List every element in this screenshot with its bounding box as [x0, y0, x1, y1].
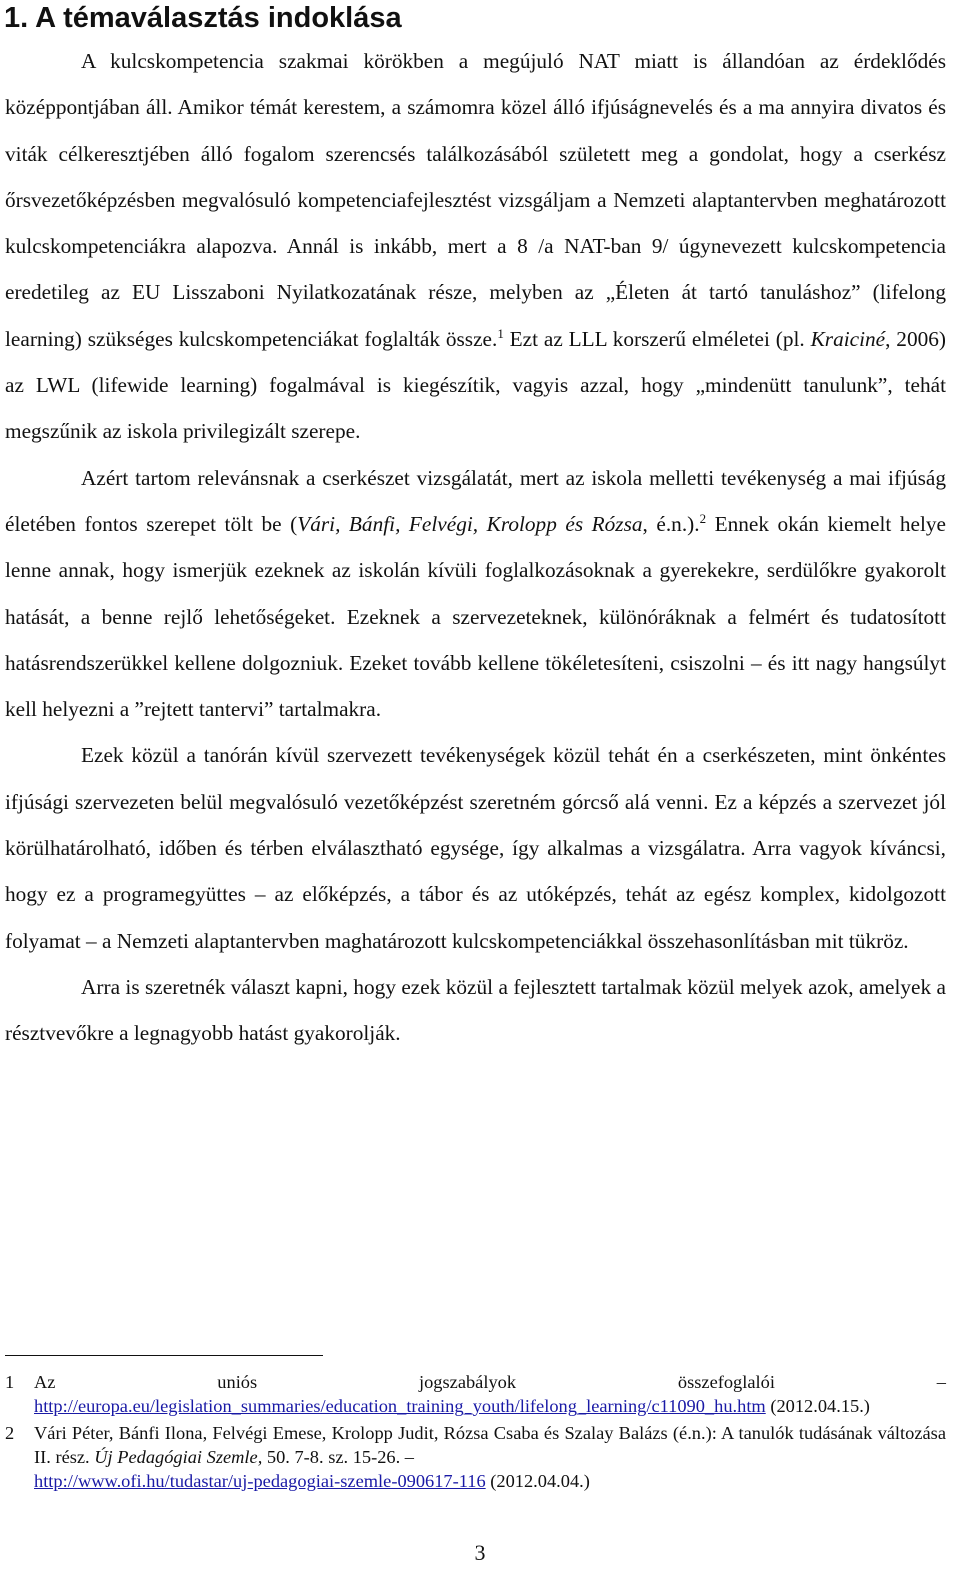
footnote-number-2: 2 [5, 1423, 15, 1443]
footnote-ref-2[interactable]: 2 [699, 510, 707, 526]
footnote-2 [5, 1421, 946, 1493]
citation-kraicine: Kraiciné [810, 326, 886, 351]
footnote-1-text: Az uniós jogszabályok összefoglalói – [34, 1372, 946, 1392]
footnote-1-date: (2012.04.15.) [765, 1396, 870, 1416]
paragraph-1-text-b: Ezt az LLL korszerű elméletei (pl. [503, 326, 811, 351]
body-text [5, 38, 946, 1057]
paragraph-2-text-c: Ennek okán kiemelt helye lenne annak, hogy ismerjük ezeknek az iskolán kívüli foglalkozásoknak a gyerekekre, serdülőkre gyakorolt hatását, a benne rejlő lehetőségeket. Ezeknek a szervezeteknek, különóráknak a felmért és tudatosított hatásrendszerükkel kellene dolgozniuk. Ezeket tovább kellene tökéletesíteni, csiszolni – és itt nagy hangsúlyt kell helyezni a ”rejtett tantervi” tartalmakra. [5, 511, 946, 722]
paragraph-2-text-a: Azért tartom relevánsnak a cserkészet vizsgálatát, mert az iskola melletti tevékenység a mai ifjúság életében fontos szerepet tölt be ( [5, 465, 946, 536]
footnote-2-journal: Új Pedagógiai Szemle, [94, 1447, 263, 1467]
footnote-1 [5, 1370, 946, 1418]
section-heading: 1. A témaválasztás indoklása [4, 2, 402, 34]
footnote-2-text: Vári Péter, Bánfi Ilona, Felvégi Emese, Krolopp Judit, Rózsa Csaba és Szalay Balázs (é.n.): A tanulók tudásának változása II. rész. [34, 1423, 946, 1467]
page-number: 3 [474, 1540, 486, 1565]
footnote-2-date: (2012.04.04.) [485, 1471, 590, 1491]
paragraph-1 [5, 38, 946, 455]
paragraph-3: Ezek közül a tanórán kívül szervezett tevékenységek közül tehát én a cserkészeten, mint önkéntes ifjúsági szervezeten belül megvalósuló vezetőképzést szeretném górcső alá venni. Ez a képzés a szervezet jól körülhatárolható, időben és térben elválasztható egysége, így alkalmas a vizsgálatra. Arra vagyok kíváncsi, hogy ez a programegyüttes – az előképzés, a tábor és az utóképzés, tehát az egész komplex, kidolgozott folyamat – a Nemzeti alaptantervben maghatározott kulcskompetenciákkal összehasonlításban mit tükröz. [5, 743, 946, 953]
paragraph-4: Arra is szeretnék választ kapni, hogy ezek közül a fejlesztett tartalmak közül melyek azok, amelyek a résztvevőkre a legnagyobb hatást gyakorolják. [5, 974, 946, 1046]
paragraph-2 [5, 455, 946, 733]
footnote-1-link[interactable]: http://europa.eu/legislation_summaries/education_training_youth/lifelong_learning/c11090_hu.htm [34, 1396, 766, 1416]
footnote-separator [5, 1355, 323, 1356]
footnote-number-1: 1 [5, 1372, 15, 1392]
footnote-2-link[interactable]: http://www.ofi.hu/tudastar/uj-pedagogiai-szemle-090617-116 [34, 1471, 486, 1491]
footnote-ref-1[interactable]: 1 [497, 325, 504, 341]
paragraph-1-text-a: A kulcskompetencia szakmai körökben a megújuló NAT miatt is állandóan az érdeklődés középpontjában áll. Amikor témát kerestem, a számomra közel álló ifjúságnevelés és a ma annyira divatos és viták célkeresztjében álló fogalom szerencsés találkozásából született meg a gondolat, hogy a cserkész őrsvezetőképzésben megvalósuló kompetenciafejlesztést vizsgáljam a Nemzeti alaptantervben meghatározott kulcskompetenciákra alapozva. Annál is inkább, mert a 8 /a NAT-ban 9/ úgynevezett kulcskompetencia eredetileg az EU Lisszaboni Nyilatkozatának része, melyben az „Életen át tartó tanuláshoz” (lifelong learning) szükséges kulcskompetenciákat foglalták össze. [5, 49, 946, 351]
citation-vari-et-al: Vári, Bánfi, Felvégi, Krolopp és Rózsa [297, 511, 643, 536]
paragraph-2-text-b: , é.n.). [642, 511, 700, 536]
footnote-2-text-2: 50. 7-8. sz. 15-26. – [262, 1447, 415, 1467]
paragraph-1-text-c: , 2006) az LWL (lifewide learning) fogalmával is kiegészítik, vagyis azzal, hogy „mindenütt tanulunk”, tehát megszűnik az iskola privilegizált szerepe. [5, 326, 946, 444]
footnotes [5, 1370, 946, 1496]
